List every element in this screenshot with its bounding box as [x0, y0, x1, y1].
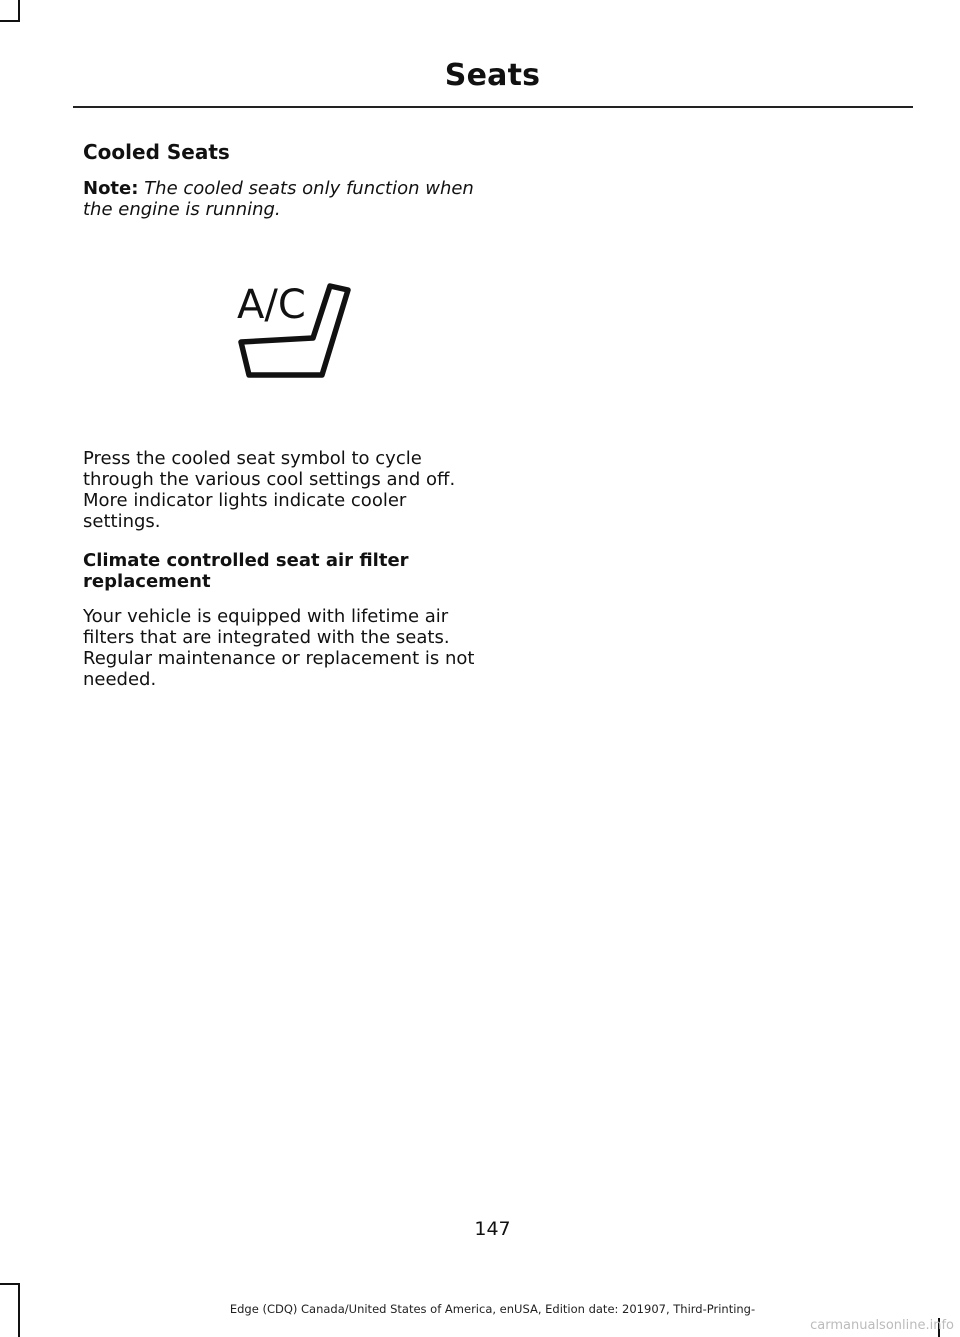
- edition-footer: Edge (CDQ) Canada/United States of America, enUSA, Edition date: 201907, Third-Printing-: [229, 1302, 756, 1316]
- subheading-air-filter: Climate controlled seat air filter replacement: [83, 550, 409, 592]
- page-number: 147: [474, 1218, 511, 1240]
- cooled-seat-icon-graphic: [235, 278, 355, 382]
- note-label: Note:: [83, 178, 139, 199]
- crop-mark-bottom-left-horizontal: [0, 1283, 20, 1285]
- note-text: The cooled seats only function when the engine is running.: [83, 178, 474, 220]
- crop-mark-top-left-vertical: [18, 0, 20, 22]
- section-heading: Cooled Seats: [83, 140, 230, 164]
- crop-mark-top-left-horizontal: [0, 20, 20, 22]
- header-divider: [73, 106, 913, 108]
- paragraph-cycle-settings: Press the cooled seat symbol to cycle through the various cool settings and off. More indicator lights indicate cooler settings.: [83, 448, 456, 532]
- paragraph-air-filter: Your vehicle is equipped with lifetime air filters that are integrated with the seats. Regular maintenance or replacement is not needed.: [83, 606, 475, 690]
- note: [83, 178, 483, 220]
- page-header-title: Seats: [444, 58, 541, 93]
- icon-label: A/C: [237, 282, 306, 328]
- cooled-seats-section: [83, 140, 483, 220]
- watermark: carmanualsonline.info: [810, 1318, 954, 1333]
- cooled-seat-icon: [235, 278, 355, 382]
